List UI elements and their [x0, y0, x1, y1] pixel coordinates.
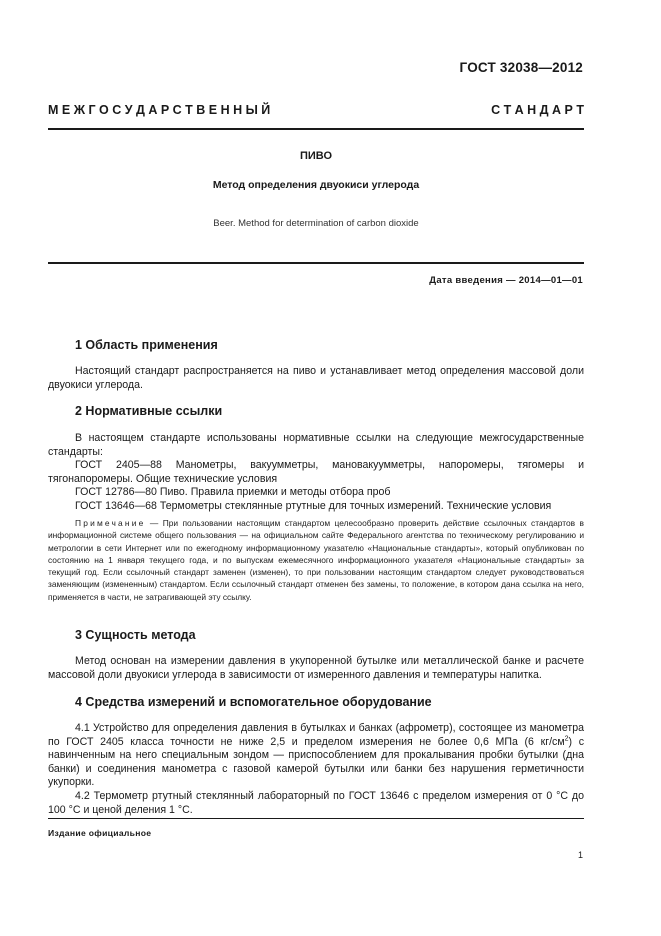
document-subtitle-english: Beer. Method for determination of carbon dioxide — [213, 218, 419, 229]
section-4-heading: 4 Средства измерений и вспомогательное оборудование — [75, 695, 432, 709]
edition-label: Издание официальное — [48, 828, 152, 838]
clause-4-2: 4.2 Термометр ртутный стеклянный лабораторный по ГОСТ 13646 с пределом измерения от 0 °С до 100 °С и ценой деления 1 °С. — [48, 789, 584, 816]
section-1-body — [48, 365, 584, 392]
banner-word-2: С Т А Н Д А Р Т — [491, 103, 584, 117]
section-3-body — [48, 655, 584, 682]
section-3-paragraph: Метод основан на измерении давления в укупоренной бутылке или металлической банке и расчете массовой доли двуокиси углерода в зависимости от измеренного давления и температуры напитка. — [48, 655, 584, 681]
document-code: ГОСТ 32038—2012 — [459, 60, 583, 75]
document-title: ПИВО — [299, 150, 333, 162]
page-number: 1 — [577, 850, 583, 860]
section-1-heading: 1 Область применения — [75, 338, 218, 352]
note-label: Примечание — [75, 518, 146, 528]
clause-4-1 — [48, 722, 584, 790]
section-4-body — [48, 722, 584, 817]
clause-4-1-text-b: ) с навинченным на него специальным зондом — приспособлением для прокалывания пробки бутылки (дна банки) и соединения манометра с газовой камерой бутылки или банки без нарушения герметичности укупорки. — [48, 735, 584, 789]
reference-gost-12786: ГОСТ 12786—80 Пиво. Правила приемки и методы отбора проб — [75, 486, 391, 499]
clause-4-1-text-a: 4.1 Устройство для определения давления в бутылках и банках (афрометр), состоящее из манометра по ГОСТ 2405 класса точности не ниже 2,5 и пределом измерения не более 0,6 МПа (6 кг/см — [48, 722, 584, 748]
section-1-paragraph: Настоящий стандарт распространяется на пиво и устанавливает метод определения массовой доли двуокиси углерода. — [48, 365, 584, 391]
banner-rule — [48, 128, 584, 130]
banner-word-1: М Е Ж Г О С У Д А Р С Т В Е Н Н Ы Й — [48, 103, 271, 117]
footer-rule — [48, 818, 584, 819]
section-3-heading: 3 Сущность метода — [75, 628, 196, 642]
section-2-body — [48, 432, 584, 514]
reference-gost-2405: ГОСТ 2405—88 Манометры, вакуумметры, мановакуумметры, напоромеры, тягомеры и тягонапоромеры. Общие технические условия — [48, 459, 584, 485]
introduction-date: Дата введения — 2014—01—01 — [429, 275, 583, 286]
section-2-note — [48, 517, 584, 603]
document-subtitle: Метод определения двуокиси углерода — [212, 179, 420, 191]
section-2-heading: 2 Нормативные ссылки — [75, 404, 223, 418]
clause-4-1-superscript: 2 — [564, 735, 569, 743]
note-text: — При пользовании настоящим стандартом целесообразно проверить действие ссылочных стандартов в информационной системе общего пользования — на официальном сайте Федерального агентства по техническому регулированию и метрологии в сети Интернет или по ежегодному информационному указателю «Национальные стандарты», который опубликован по состоянию на 1 января текущего года, и по выпускам ежемесячного информационного указателя «Национальные стандарты» за текущий год. Если ссылочный стандарт заменен (изменен), то при пользовании настоящим стандартом следует руководствоваться заменяющим (измененным) стандартом. Если ссылочный стандарт отменен без замены, то положение, в котором дана ссылка на него, применяется в части, не затрагивающей эту ссылку. — [48, 518, 584, 602]
reference-gost-13646: ГОСТ 13646—68 Термометры стеклянные ртутные для точных измерений. Технические условия — [75, 499, 552, 512]
section-2-intro: В настоящем стандарте использованы нормативные ссылки на следующие межгосударственные стандарты: — [48, 432, 584, 458]
title-rule — [48, 262, 584, 264]
standard-type-banner — [48, 103, 584, 117]
